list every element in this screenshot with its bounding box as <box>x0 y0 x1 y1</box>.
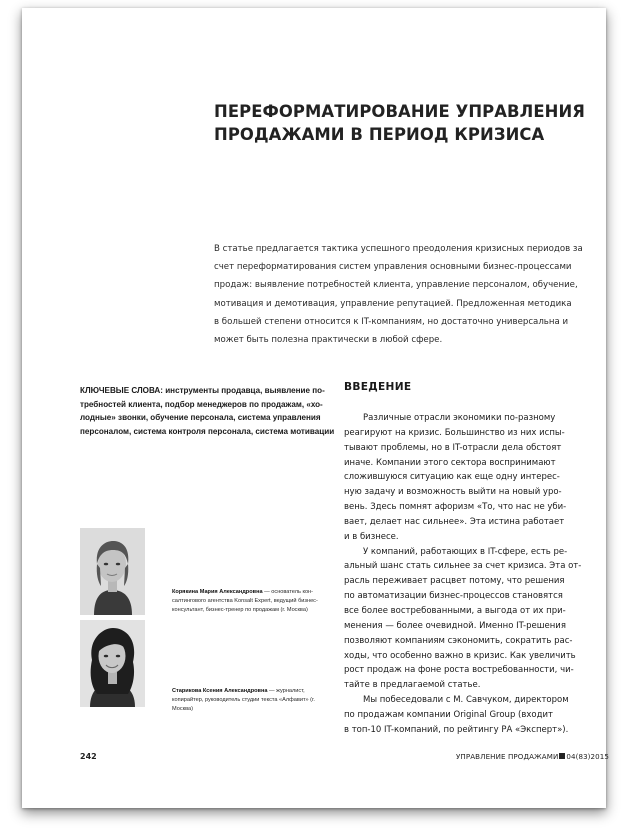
square-separator-icon <box>559 753 565 759</box>
body-line: по продажам компании Original Group (входит <box>344 709 553 720</box>
article-body <box>344 411 606 738</box>
author-name: Корякина Мария Александровна <box>172 589 263 595</box>
body-line: расль переживает расцвет потому, что решения <box>344 576 565 587</box>
author-portrait-image <box>80 620 145 707</box>
body-line: все более востребованными, а выгода от их при- <box>344 605 566 616</box>
abstract-line: счет переформатирования систем управления основными бизнес-процессами <box>214 262 572 273</box>
abstract-line: мотивация и демотивация, управление репутацией. Предложенная методика <box>214 298 572 309</box>
body-line: тайте в предлагаемой статье. <box>344 680 481 691</box>
abstract-line: может быть полезна практически в любой сфере. <box>214 335 443 346</box>
abstract-line: продаж: выявление потребностей клиента, управление персоналом, обучение, <box>214 280 578 291</box>
abstract-line: в большей степени относится к IT-компаниям, но достаточно универсальна и <box>214 316 569 327</box>
author-name: Старикова Ксения Александровна <box>172 688 268 694</box>
section-heading-introduction: ВВЕДЕНИЕ <box>344 381 412 393</box>
author-photo <box>80 528 145 615</box>
body-line: ную задачу и возможность выйти на новый уро- <box>344 487 562 498</box>
page-number: 242 <box>80 752 97 761</box>
body-line: Различные отрасли экономики по-разному <box>363 413 556 423</box>
keywords-line: лодные» звонки, обучение персонала, система управления <box>80 413 321 423</box>
abstract-line: В статье предлагается тактика успешного преодоления кризисных периодов за <box>214 244 583 254</box>
keywords-line: требностей клиента, подбор менеджеров по продажам, «хо- <box>80 399 323 409</box>
author-portrait-image <box>80 528 145 615</box>
body-line: реагируют на кризис. Большинство из них испы- <box>344 427 565 438</box>
body-line: Мы побеседовали с М. Савчуком, директором <box>363 695 569 706</box>
author-credit <box>172 687 337 714</box>
keywords-line: КЛЮЧЕВЫЕ СЛОВА: инструменты продавца, выявление по- <box>80 386 325 395</box>
body-line: тывают проблемы, но в IT-отрасли дела обстоят <box>344 442 562 453</box>
body-line: позволяют компаниям сэкономить, сократить рас- <box>344 635 573 646</box>
issue-number: 04(83)2015 <box>566 752 610 761</box>
title-line: ПРОДАЖАМИ В ПЕРИОД КРИЗИСА <box>214 125 545 144</box>
body-line: рост продаж на фоне роста востребованности, чи- <box>344 665 574 676</box>
body-line: У компаний, работающих в IT-сфере, есть ре- <box>363 546 568 557</box>
body-line: вень. Здесь помнят афоризм «То, что нас не уби- <box>344 502 567 513</box>
magazine-name: УПРАВЛЕНИЕ ПРОДАЖАМИ <box>456 752 559 761</box>
keywords-line: персоналом, система контроля персонала, система мотивации <box>80 426 335 436</box>
body-line: ходы, что особенно важно в кризис. Как увеличить <box>344 650 576 661</box>
article-title <box>214 100 594 146</box>
author-description: — основатель кон-салтингового агентства Konsalt Expert, ведущий бизнес-консультант, бизнес-тренер по продажам (г. Москва) <box>172 589 318 613</box>
body-line: вает, делает нас сильнее». Эта истина работает <box>344 516 565 527</box>
body-line: менения — более очевидной. Именно IT-решения <box>344 620 566 631</box>
body-line: альный шанс стать сильнее за счет кризиса. Эта от- <box>344 561 582 572</box>
body-line: в топ-10 IT-компаний, по рейтингу РА «Эксперт»). <box>344 724 569 735</box>
body-line: сложившуюся ситуацию как еще одну интерес- <box>344 472 560 483</box>
author-credit <box>172 588 337 615</box>
article-abstract <box>214 240 584 349</box>
title-line: ПЕРЕФОРМАТИРОВАНИЕ УПРАВЛЕНИЯ <box>214 102 585 121</box>
body-line: иначе. Компании этого сектора воспринимают <box>344 457 556 468</box>
footer-magazine-info <box>456 752 609 761</box>
body-line: по автоматизации бизнес-процессов становятся <box>344 591 563 602</box>
author-photo <box>80 620 145 707</box>
magazine-page <box>22 8 610 808</box>
body-line: и в бизнесе. <box>344 531 399 542</box>
author-description: — журналист, копирайтер, руководитель студии текста «Алфавит» (г. Москва) <box>172 688 315 712</box>
keywords-block <box>80 384 335 438</box>
